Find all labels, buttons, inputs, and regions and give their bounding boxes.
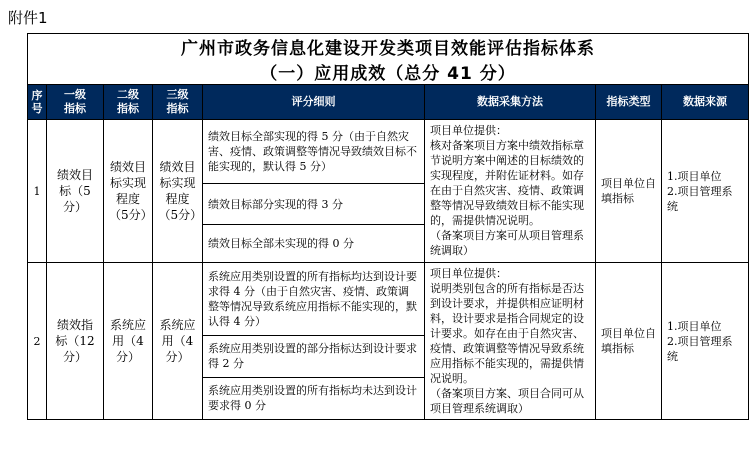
criteria-cell: 绩效目标全部未实现的得 0 分 <box>203 225 425 263</box>
criteria-cell: 系统应用类别设置的所有指标均未达到设计要求得 0 分 <box>203 377 425 419</box>
type-cell: 项目单位自填指标 <box>596 263 662 420</box>
attachment-label: 附件1 <box>8 9 48 27</box>
table-subtitle: （一）应用成效（总分 41 分） <box>28 59 749 85</box>
method-cell: 项目单位提供： 核对备案项目方案中绩效指标章节说明方案中阐述的目标绩效的实现程度，并附佐证材料。如存在由于自然灾害、疫情、政策调整等情况导致绩效目标不能实现的，需提供情况说明。 （备案项目方案可从项目管理系统调取） <box>425 120 596 263</box>
criteria-cell: 系统应用类别设置的所有指标均达到设计要求得 4 分（由于自然灾害、疫情、政策调整等情况导致系统应用指标不能实现的，默认得 4 分） <box>203 263 425 336</box>
table-row <box>28 263 749 336</box>
method-cell: 项目单位提供： 说明类别包含的所有指标是否达到设计要求，并提供相应证明材料，设计要求是指合同规定的设计要求。如存在由于自然灾害、疫情、政策调整等情况导致系统应用指标不能实现的，需提供情况说明。 （备案项目方案、项目合同可从项目管理系统调取） <box>425 263 596 420</box>
indicator-table <box>27 33 749 420</box>
type-cell: 项目单位自填指标 <box>596 120 662 263</box>
header-criteria: 评分细则 <box>203 85 425 120</box>
row-level3: 系统应用（4分） <box>153 263 203 420</box>
row-seq: 1 <box>28 120 47 263</box>
criteria-cell: 绩效目标全部实现的得 5 分（由于自然灾害、疫情、政策调整等情况导致绩效目标不能实现的，默认得 5 分） <box>203 120 425 184</box>
row-level2: 绩效目标实现程度（5分） <box>104 120 153 263</box>
criteria-cell: 系统应用类别设置的部分指标达到设计要求得 2 分 <box>203 335 425 377</box>
source-cell: 1.项目单位 2.项目管理系统 <box>662 120 749 263</box>
row-level3: 绩效目标实现程度（5分） <box>153 120 203 263</box>
table-row <box>28 120 749 184</box>
row-level1: 绩效目标（5分） <box>47 120 104 263</box>
table-title: 广州市政务信息化建设开发类项目效能评估指标体系 <box>28 34 749 60</box>
source-cell: 1.项目单位 2.项目管理系统 <box>662 263 749 420</box>
row-level2: 系统应用（4分） <box>104 263 153 420</box>
header-level1: 一级指标 <box>47 85 104 120</box>
header-method: 数据采集方法 <box>425 85 596 120</box>
header-seq: 序号 <box>28 85 47 120</box>
header-level2: 二级指标 <box>104 85 153 120</box>
header-type: 指标类型 <box>596 85 662 120</box>
header-source: 数据来源 <box>662 85 749 120</box>
criteria-cell: 绩效目标部分实现的得 3 分 <box>203 184 425 225</box>
row-level1: 绩效指标（12分） <box>47 263 104 420</box>
header-level3: 三级指标 <box>153 85 203 120</box>
header-row <box>28 85 749 120</box>
row-seq: 2 <box>28 263 47 420</box>
